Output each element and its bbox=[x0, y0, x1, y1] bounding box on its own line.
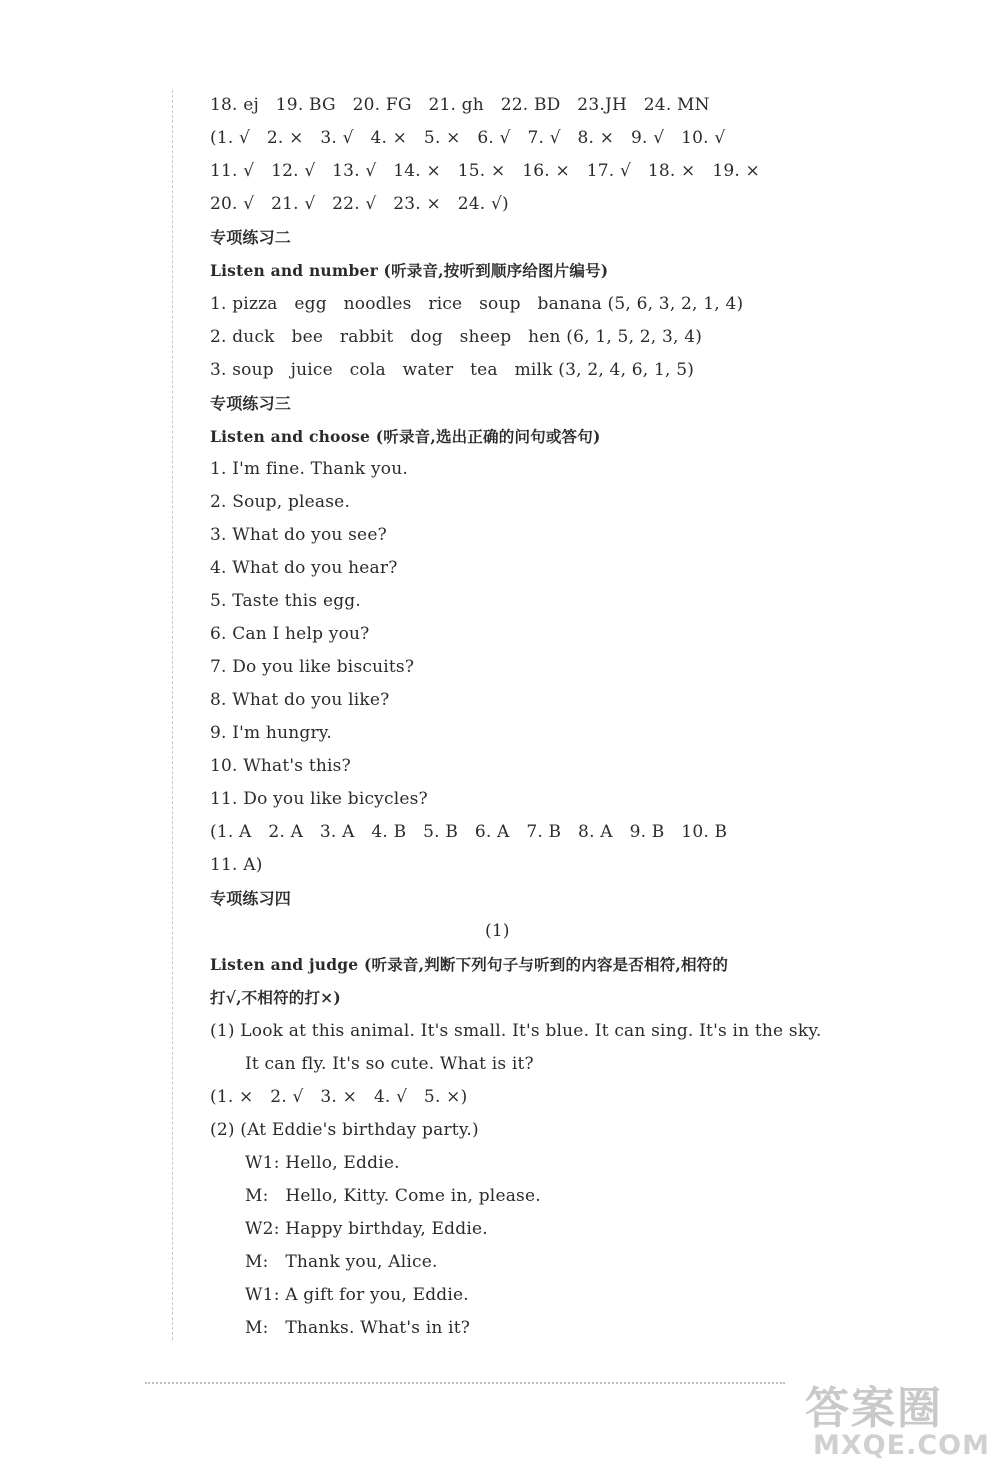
judge-passage-2-title: (2) (At Eddie's birthday party.) bbox=[210, 1120, 479, 1140]
number-line-3: 3. soup juice cola water tea milk (3, 2, 4, 6, 1, 5) bbox=[210, 360, 695, 380]
section-heading-3: 专项练习三 bbox=[210, 394, 292, 413]
judge-answers-1: (1. × 2. √ 3. × 4. √ 5. ×) bbox=[210, 1087, 468, 1107]
number-line-1: 1. pizza egg noodles rice soup banana (5, 6, 3, 2, 1, 4) bbox=[210, 294, 744, 314]
subsection-label-1: (1) bbox=[485, 921, 510, 941]
dialogue-line-4: M: Thank you, Alice. bbox=[245, 1252, 438, 1272]
instruction-listen-judge-cont: 打√,不相符的打×) bbox=[210, 988, 341, 1007]
number-line-2: 2. duck bee rabbit dog sheep hen (6, 1, 5, 2, 3, 4) bbox=[210, 327, 703, 347]
choose-item-8: 8. What do you like? bbox=[210, 690, 390, 710]
choose-item-5: 5. Taste this egg. bbox=[210, 591, 361, 611]
instruction-listen-choose: Listen and choose (听录音,选出正确的问句或答句) bbox=[210, 427, 601, 446]
margin-divider bbox=[172, 90, 173, 1340]
dialogue-line-6: M: Thanks. What's in it? bbox=[245, 1318, 471, 1338]
choose-item-3: 3. What do you see? bbox=[210, 525, 387, 545]
judge-passage-1-cont: It can fly. It's so cute. What is it? bbox=[245, 1054, 534, 1074]
dialogue-line-1: W1: Hello, Eddie. bbox=[245, 1153, 400, 1173]
section-heading-4: 专项练习四 bbox=[210, 889, 292, 908]
judge-passage-1: (1) Look at this animal. It's small. It's blue. It can sing. It's in the sky. bbox=[210, 1021, 822, 1041]
watermark-domain: MXQE.COM bbox=[813, 1430, 990, 1461]
instruction-listen-number: Listen and number (听录音,按听到顺序给图片编号) bbox=[210, 261, 609, 280]
choose-item-2: 2. Soup, please. bbox=[210, 492, 351, 512]
dialogue-line-2: M: Hello, Kitty. Come in, please. bbox=[245, 1186, 541, 1206]
choose-item-7: 7. Do you like biscuits? bbox=[210, 657, 415, 677]
answer-line-judge-20-24: 20. √ 21. √ 22. √ 23. × 24. √) bbox=[210, 194, 509, 214]
footer-divider bbox=[145, 1382, 785, 1384]
choose-item-11: 11. Do you like bicycles? bbox=[210, 789, 428, 809]
instruction-listen-judge: Listen and judge (听录音,判断下列句子与听到的内容是否相符,相符的 bbox=[210, 955, 729, 974]
watermark-logo-text: 答案圈 bbox=[805, 1383, 943, 1434]
choose-item-10: 10. What's this? bbox=[210, 756, 351, 776]
answer-line-judge-1-10: (1. √ 2. × 3. √ 4. × 5. × 6. √ 7. √ 8. × 9. √ 10. √ bbox=[210, 128, 726, 148]
section-heading-2: 专项练习二 bbox=[210, 228, 292, 247]
answer-line-18-24: 18. ej 19. BG 20. FG 21. gh 22. BD 23.JH 24. MN bbox=[210, 95, 710, 115]
choose-item-6: 6. Can I help you? bbox=[210, 624, 370, 644]
choose-item-1: 1. I'm fine. Thank you. bbox=[210, 459, 408, 479]
choose-item-4: 4. What do you hear? bbox=[210, 558, 398, 578]
answer-line-judge-11-19: 11. √ 12. √ 13. √ 14. × 15. × 16. × 17. √ 18. × 19. × bbox=[210, 161, 760, 181]
dialogue-line-5: W1: A gift for you, Eddie. bbox=[245, 1285, 469, 1305]
choose-answers-1-10: (1. A 2. A 3. A 4. B 5. B 6. A 7. B 8. A 9. B 10. B bbox=[210, 822, 728, 842]
choose-item-9: 9. I'm hungry. bbox=[210, 723, 332, 743]
choose-answers-11: 11. A) bbox=[210, 855, 263, 875]
dialogue-line-3: W2: Happy birthday, Eddie. bbox=[245, 1219, 488, 1239]
site-watermark bbox=[805, 1372, 995, 1467]
